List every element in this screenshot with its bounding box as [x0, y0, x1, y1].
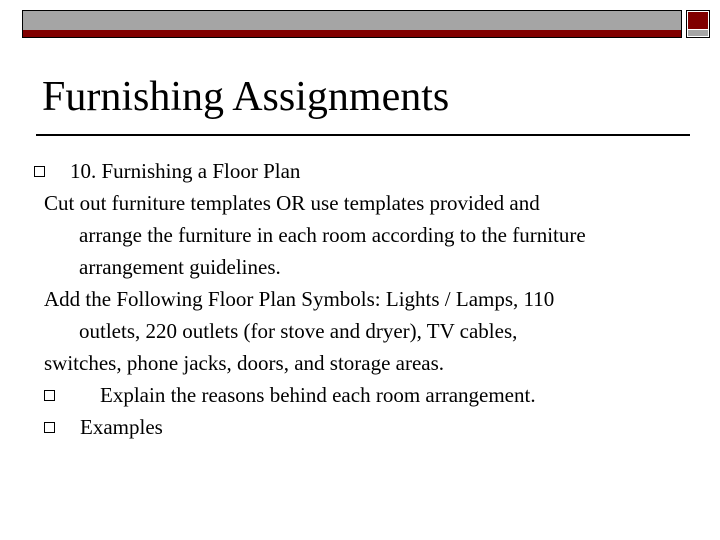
list-item — [44, 411, 694, 443]
list-item-text: 10. Furnishing a Floor Plan — [70, 159, 301, 183]
header-red-band — [23, 30, 681, 37]
header-corner-gray — [688, 30, 708, 36]
hollow-square-bullet-icon — [34, 166, 45, 177]
list-item — [34, 155, 694, 187]
hollow-square-bullet-icon — [44, 422, 55, 433]
list-item-text: Explain the reasons behind each room arrangement. — [100, 383, 536, 407]
slide-title: Furnishing Assignments — [42, 74, 450, 120]
slide-body — [44, 155, 694, 443]
header-corner-red — [688, 12, 708, 29]
body-text-line: outlets, 220 outlets (for stove and dryer), TV cables, — [79, 319, 518, 343]
body-text-line: switches, phone jacks, doors, and storage areas. — [44, 351, 445, 375]
header-decoration-bar — [22, 10, 682, 38]
list-item-text: Examples — [80, 415, 163, 439]
hollow-square-bullet-icon — [44, 390, 55, 401]
body-text-line: arrange the furniture in each room according to the furniture — [79, 223, 586, 247]
title-underline — [36, 134, 690, 136]
list-item — [44, 379, 694, 411]
body-text-line: Cut out furniture templates OR use templates provided and — [44, 191, 540, 215]
header-corner-block — [686, 10, 710, 38]
body-text-line: arrangement guidelines. — [79, 255, 281, 279]
body-text-line: Add the Following Floor Plan Symbols: Lights / Lamps, 110 — [44, 287, 555, 311]
header-gray-band — [23, 11, 681, 30]
